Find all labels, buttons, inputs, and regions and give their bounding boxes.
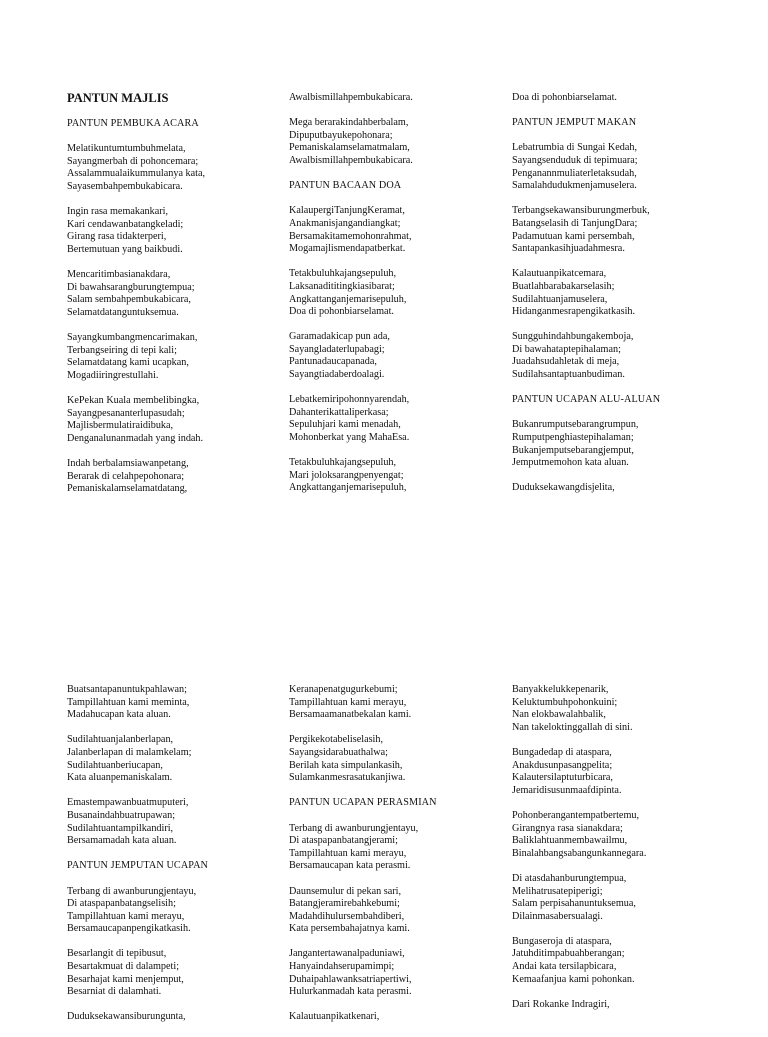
pantun-line: Salam perpisahanuntuksemua,: [512, 898, 636, 910]
pantun-line: Anakmanisjangandiangkat;: [289, 217, 401, 229]
pantun-stanza: [289, 117, 519, 167]
pantun-line: Laksanadititingkiasibarat;: [289, 280, 395, 292]
pantun-stanza: [512, 482, 742, 495]
section-heading: PANTUN PEMBUKA ACARA: [67, 118, 199, 129]
pantun-line: Duduksekawangdisjelita,: [512, 482, 615, 494]
pantun-line: Sayangladaterlupabagi;: [289, 343, 385, 355]
pantun-stanza: [67, 206, 297, 256]
column-bottom-1: [67, 684, 297, 1037]
pantun-line: Berilah kata simpulankasih,: [289, 759, 403, 771]
pantun-line: Bungadedap di ataspara,: [512, 746, 612, 758]
pantun-line: Doa di pohonbiarselamat.: [512, 92, 617, 103]
column-top-2: [289, 92, 519, 508]
section-heading: PANTUN BACAAN DOA: [289, 180, 402, 192]
pantun-line: Tampillahtuan kami merayu,: [289, 696, 407, 708]
pantun-line: Garamadakicap pun ada,: [289, 331, 390, 343]
pantun-line: Hanyaindahserupamimpi;: [289, 961, 395, 973]
pantun-line: Tampillahtuan kami merayu,: [289, 847, 407, 859]
section-heading: PANTUN JEMPUT MAKAN: [512, 117, 637, 129]
pantun-line: Madahdihulursembahdiberi,: [289, 910, 405, 922]
pantun-line: Duduksekawansiburunguntа,: [67, 1011, 186, 1023]
pantun-line: Bersamaamanatbekalan kami.: [289, 709, 412, 721]
pantun-line: Jemaridisusunmaafdipinta.: [512, 784, 622, 796]
pantun-line: Berarak di celahpepohonara;: [67, 470, 185, 482]
pantun-line: KePekan Kuala membelibingka,: [67, 395, 200, 407]
pantun-line: Pergikekotabeliselasih,: [289, 734, 384, 746]
pantun-line: Baliklahtuanmembawailmu,: [512, 835, 628, 847]
pantun-line: Di ataspapanbatangselisih;: [67, 898, 176, 910]
pantun-line: Jalanberlapan di malamkelam;: [67, 746, 192, 758]
pantun-line: Bersamamadah kata aluan.: [67, 835, 177, 847]
pantun-line: Bungaseroja di ataspara,: [512, 935, 612, 947]
pantun-line: Doa di pohonbiarselamat.: [289, 306, 394, 318]
column-bottom-3: [512, 684, 742, 1024]
pantun-line: Awalbismillahpembukabicara.: [289, 92, 413, 103]
pantun-line: Kalautuanpikatcemara,: [512, 268, 607, 280]
pantun-line: Sungguhindahbungakemboja,: [512, 331, 634, 343]
pantun-line: Bersamaucapan kata perasmi.: [289, 860, 411, 872]
pantun-line: Terbangseiring di tepi kali;: [67, 344, 177, 356]
section-heading: PANTUN UCAPAN ALU-ALUAN: [512, 394, 661, 406]
pantun-stanza: [512, 268, 742, 318]
pantun-line: Tampillahtuan kami meminta,: [67, 696, 190, 708]
pantun-line: Nan takeloktinggallah di sini.: [512, 721, 633, 733]
pantun-line: Pohonberangantempatbertemu,: [512, 809, 640, 821]
pantun-line: Terbang di awanburungjentayu,: [67, 885, 197, 897]
pantun-line: Lebatkemiripohonnyarendah,: [289, 394, 410, 406]
pantun-line: Mencaritimbasianakdara,: [67, 269, 171, 281]
pantun-line: Jemputmemohon kata aluan.: [512, 457, 629, 469]
pantun-line: Batangselasih di TanjungDara;: [512, 217, 638, 229]
pantun-stanza: [512, 999, 742, 1012]
pantun-line: Bukanjemputsebarangjemput,: [512, 444, 634, 456]
pantun-stanza: [512, 936, 742, 986]
column-bottom-2: [289, 684, 519, 1037]
pantun-line: Sudilahtuanjamuselera,: [512, 293, 608, 305]
pantun-line: Terbangsekawansiburungmerbuk,: [512, 205, 650, 217]
pantun-line: Binalahbangsabangunkannegara.: [512, 847, 647, 859]
pantun-stanza: [289, 734, 519, 784]
pantun-line: Besartakmuat di dalampeti;: [67, 961, 180, 973]
pantun-line: Besarlangit di tepibusut,: [67, 948, 167, 960]
column-content: [67, 118, 297, 496]
pantun-line: Hidanganmesrapengikatkasih.: [512, 306, 636, 318]
pantun-line: Rumputpenghiastepihalaman;: [512, 432, 634, 444]
pantun-stanza: [289, 331, 519, 381]
column-content: [67, 684, 297, 1024]
pantun-line: Majlisbermulatiraidibuka,: [67, 420, 174, 432]
pantun-line: Jatuhditimpabuahberangan;: [512, 948, 625, 960]
pantun-stanza: [512, 873, 742, 923]
pantun-line: Mohonberkat yang MahaEsa.: [289, 432, 410, 444]
pantun-line: Tampillahtuan kami merayu,: [67, 910, 185, 922]
pantun-stanza: [67, 269, 297, 319]
pantun-line: Batangjeramirebahkebumi;: [289, 898, 400, 910]
pantun-stanza: [67, 332, 297, 382]
pantun-stanza: [67, 886, 297, 936]
pantun-stanza: [289, 457, 519, 495]
pantun-line: Di atasdahanburungtempua,: [512, 872, 627, 884]
pantun-line: Kata persembahajatnya kami.: [289, 923, 410, 935]
pantun-line: Kalautersilaptuturbicara,: [512, 772, 613, 784]
pantun-line: Jangantertawanalpaduniawi,: [289, 948, 405, 960]
pantun-stanza: [67, 684, 297, 722]
column-top-3: [512, 92, 742, 508]
pantun-stanza: [289, 1011, 519, 1024]
pantun-line: Sudilahtuanjalanberlapan,: [67, 734, 174, 746]
pantun-line: Hulurkanmadah kata perasmi.: [289, 986, 412, 998]
pantun-line: Sudilahtuanberiucapan,: [67, 759, 163, 771]
pantun-line: Sayasembahpembukabicara.: [67, 180, 183, 192]
pantun-line: Sayangtiadaberdoalagi.: [289, 369, 385, 381]
pantun-line: Buatsantapanuntukpahlawan;: [67, 684, 187, 695]
pantun-line: Denganalunanmadah yang indah.: [67, 432, 204, 444]
pantun-line: Angkattanganjemarisepuluh,: [289, 293, 407, 305]
pantun-line: Pantunadaucapanada,: [289, 356, 377, 368]
section-heading: PANTUN JEMPUTAN UCAPAN: [67, 860, 209, 872]
pantun-line: Bertemutuan yang baikbudi.: [67, 243, 183, 255]
pantun-stanza: [512, 810, 742, 860]
pantun-line: Melihatrusatepiperigi;: [512, 885, 603, 897]
pantun-line: Anakdusunpasangpelita;: [512, 759, 613, 771]
pantun-line: Sudilahtuantampilkandiri,: [67, 822, 174, 834]
column-content: [512, 92, 742, 495]
section-heading: PANTUN UCAPAN PERASMIAN: [289, 797, 437, 809]
column-content: [289, 684, 519, 1024]
pantun-line: Sayangmerbah di pohoncemara;: [67, 155, 199, 167]
pantun-line: Selamatdatang kami ucapkan,: [67, 357, 189, 369]
pantun-line: Samalahdudukmenjamuselera.: [512, 180, 637, 192]
pantun-line: Andai kata tersilapbicara,: [512, 961, 617, 973]
pantun-line: Santapankasihjuadahmesra.: [512, 243, 625, 255]
pantun-line: Kalautuanpikatkenari,: [289, 1011, 380, 1023]
pantun-line: Girangnya rasa sianakdara;: [512, 822, 623, 834]
pantun-stanza: [289, 205, 519, 255]
pantun-stanza: [512, 331, 742, 381]
pantun-line: Banyakkelukkepenarik,: [512, 684, 609, 695]
pantun-line: Assalammualaikummulanya kata,: [67, 168, 206, 180]
pantun-line: Emastempawanbuatmuputeri,: [67, 797, 189, 809]
pantun-line: Keranapenatgugurkebumi;: [289, 684, 398, 695]
pantun-line: Dilainmasabersualagi.: [512, 910, 603, 922]
pantun-line: Bersamakitamemohonrahmat,: [289, 230, 412, 242]
pantun-stanza: [512, 92, 742, 105]
pantun-stanza: [512, 205, 742, 255]
pantun-stanza: [67, 1011, 297, 1024]
pantun-line: Di ataspapanbatangjerami;: [289, 835, 398, 847]
pantun-stanza: [67, 395, 297, 445]
column-top-1: [67, 92, 297, 508]
pantun-line: Padamutuan kami persembah,: [512, 230, 635, 242]
pantun-line: Penganannmuliaterletaksudah,: [512, 167, 637, 179]
pantun-stanza: [67, 143, 297, 193]
pantun-line: Sayangkumbangmencarimakan,: [67, 332, 198, 344]
pantun-line: Bukanrumputsebarangrumpun,: [512, 419, 639, 431]
pantun-line: Sulamkanmesrasatukanjiwa.: [289, 772, 406, 784]
pantun-stanza: [289, 684, 519, 722]
pantun-line: Sudilahsantaptuanbudiman.: [512, 369, 625, 381]
column-content: [289, 92, 519, 495]
pantun-line: Busanaindahbuatrupawan;: [67, 809, 176, 821]
pantun-stanza: [67, 948, 297, 998]
pantun-line: Besarniat di dalamhati.: [67, 986, 162, 998]
pantun-line: Pemaniskalamselamatmalam,: [289, 142, 410, 154]
pantun-stanza: [289, 823, 519, 873]
pantun-line: Duhaipahlawanksatriapertiwi,: [289, 973, 412, 985]
pantun-line: Angkattanganjemarisepuluh,: [289, 482, 407, 494]
pantun-line: Dipuputbayukepohonara;: [289, 129, 393, 141]
pantun-line: Pemaniskalamselamatdatang,: [67, 483, 188, 495]
pantun-line: Selamatdatanguntuksemua.: [67, 306, 179, 318]
pantun-line: Madahucapan kata aluan.: [67, 709, 171, 721]
pantun-line: Di bawahsarangburungtempua;: [67, 281, 195, 293]
pantun-line: Sayangsidarabuathalwa;: [289, 746, 389, 758]
pantun-line: Di bawahataptepihalaman;: [512, 343, 621, 355]
pantun-line: Awalbismillahpembukabicara.: [289, 154, 413, 166]
pantun-line: Bersamaucapanpengikatkasih.: [67, 923, 191, 935]
pantun-line: Sepuluhjari kami menadah,: [289, 419, 401, 431]
pantun-stanza: [512, 142, 742, 192]
pantun-stanza: [512, 419, 742, 469]
pantun-stanza: [289, 394, 519, 444]
pantun-line: Girang rasa tidakterperi,: [67, 231, 167, 243]
pantun-line: Besarhajat kami menjemput,: [67, 973, 184, 985]
pantun-stanza: [67, 734, 297, 784]
column-content: [512, 684, 742, 1011]
pantun-stanza: [67, 458, 297, 496]
pantun-line: Mari joloksarangpenyengat;: [289, 469, 404, 481]
pantun-line: Kata aluanpemaniskalam.: [67, 772, 173, 784]
pantun-line: Daunsemulur di pekan sari,: [289, 885, 402, 897]
pantun-line: Tetakbuluhkajangsepuluh,: [289, 457, 397, 469]
pantun-line: Indah berbalamsiawanpetang,: [67, 458, 189, 470]
pantun-stanza: [67, 797, 297, 847]
pantun-line: Buatlahbarabakarselasih;: [512, 280, 615, 292]
pantun-line: Sayangpesananterlupasudah;: [67, 407, 185, 419]
pantun-line: Juadahsudahletak di meja,: [512, 356, 620, 368]
pantun-line: Tetakbuluhkajangsepuluh,: [289, 268, 397, 280]
pantun-stanza: [512, 747, 742, 797]
pantun-line: KalaupergiTanjungKeramat,: [289, 205, 405, 217]
pantun-stanza: [289, 948, 519, 998]
document-title: PANTUN MAJLIS: [67, 91, 169, 105]
pantun-line: Sayangsenduduk di tepimuara;: [512, 154, 638, 166]
pantun-stanza: [289, 268, 519, 318]
pantun-line: Nan elokbawalahbalik,: [512, 709, 606, 721]
pantun-stanza: [289, 92, 519, 105]
pantun-line: Mogamajlismendapatberkat.: [289, 243, 406, 255]
pantun-line: Terbang di awanburungjentayu,: [289, 822, 419, 834]
pantun-line: Keluktumbuhpohonkuini;: [512, 696, 618, 708]
pantun-line: Kemaafanjua kami pohonkan.: [512, 973, 635, 985]
pantun-line: Lebatrumbia di Sungai Kedah,: [512, 142, 638, 154]
pantun-stanza: [512, 684, 742, 734]
pantun-stanza: [289, 886, 519, 936]
pantun-line: Dahanterikattaliperkasa;: [289, 406, 389, 418]
pantun-line: Dari Rokanke Indragiri,: [512, 998, 610, 1010]
pantun-line: Mega berarakindahberbalam,: [289, 117, 409, 129]
pantun-line: Melatikuntumtumbuhmelata,: [67, 143, 186, 155]
pantun-line: Salam sembahpembukabicara,: [67, 294, 191, 306]
pantun-line: Kari cendawanbatangkeladi;: [67, 218, 184, 230]
pantun-line: Mogadiiringrestullahi.: [67, 369, 159, 381]
pantun-line: Ingin rasa memakankari,: [67, 206, 168, 218]
